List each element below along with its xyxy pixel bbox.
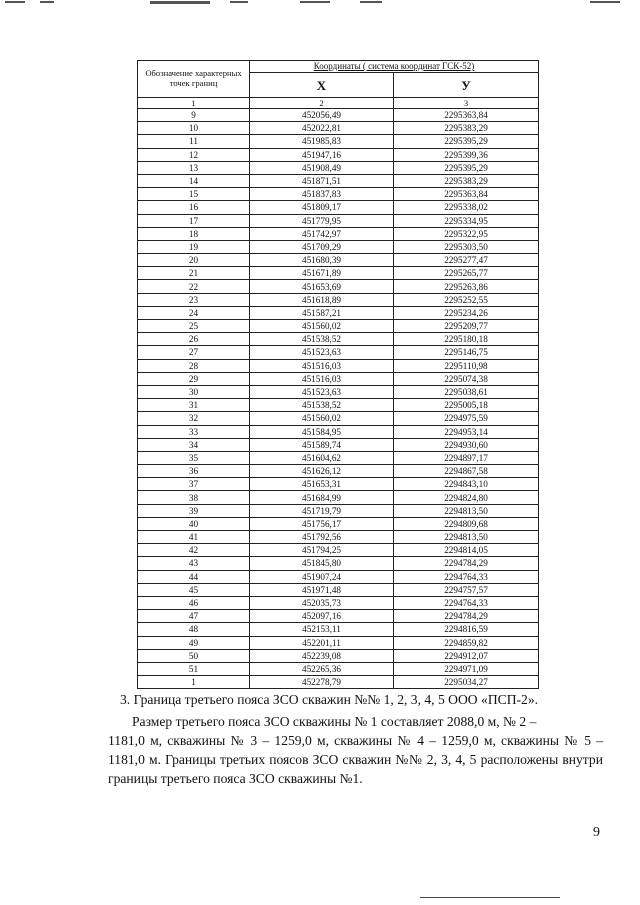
point-cell: 25 xyxy=(138,320,250,333)
point-cell: 40 xyxy=(138,517,250,530)
y-cell: 2294971,09 xyxy=(394,662,539,675)
point-cell: 20 xyxy=(138,254,250,267)
y-cell: 2295234,26 xyxy=(394,306,539,319)
point-cell: 50 xyxy=(138,649,250,662)
y-cell: 2295338,02 xyxy=(394,201,539,214)
point-cell: 32 xyxy=(138,412,250,425)
scan-artifact-top xyxy=(0,0,640,8)
y-cell: 2294975,59 xyxy=(394,412,539,425)
paragraph-first-line: Размер третьего пояса ЗСО скважины № 1 составляет 2088,0 м, № 2 – xyxy=(132,714,537,729)
table-row xyxy=(138,636,539,649)
point-cell: 28 xyxy=(138,359,250,372)
y-cell: 2295303,50 xyxy=(394,240,539,253)
x-cell: 451792,56 xyxy=(250,531,394,544)
x-cell: 451538,52 xyxy=(250,399,394,412)
x-cell: 451947,16 xyxy=(250,148,394,161)
x-cell: 452056,49 xyxy=(250,109,394,122)
y-cell: 2294824,80 xyxy=(394,491,539,504)
point-cell: 14 xyxy=(138,174,250,187)
table-row xyxy=(138,372,539,385)
table-row xyxy=(138,267,539,280)
y-cell: 2295074,38 xyxy=(394,372,539,385)
x-cell: 451653,69 xyxy=(250,280,394,293)
x-cell: 451516,03 xyxy=(250,359,394,372)
x-cell: 452278,79 xyxy=(250,676,394,689)
point-cell: 13 xyxy=(138,161,250,174)
point-cell: 12 xyxy=(138,148,250,161)
y-cell: 2295038,61 xyxy=(394,385,539,398)
table-row xyxy=(138,346,539,359)
table-row xyxy=(138,254,539,267)
point-cell: 22 xyxy=(138,280,250,293)
footer-line xyxy=(420,897,560,898)
table-row xyxy=(138,451,539,464)
y-cell: 2295252,55 xyxy=(394,293,539,306)
point-cell: 45 xyxy=(138,583,250,596)
y-cell: 2295263,86 xyxy=(394,280,539,293)
table-row xyxy=(138,676,539,689)
point-cell: 23 xyxy=(138,293,250,306)
x-cell: 451523,63 xyxy=(250,346,394,359)
x-cell: 451584,95 xyxy=(250,425,394,438)
table-row xyxy=(138,425,539,438)
point-cell: 1 xyxy=(138,676,250,689)
body-paragraph xyxy=(108,712,603,788)
point-cell: 27 xyxy=(138,346,250,359)
point-cell: 30 xyxy=(138,385,250,398)
point-cell: 29 xyxy=(138,372,250,385)
point-cell: 46 xyxy=(138,596,250,609)
x-cell: 451523,63 xyxy=(250,385,394,398)
table-row xyxy=(138,333,539,346)
point-cell: 19 xyxy=(138,240,250,253)
x-cell: 451985,83 xyxy=(250,135,394,148)
y-cell: 2295363,84 xyxy=(394,109,539,122)
x-cell: 451907,24 xyxy=(250,570,394,583)
table-row xyxy=(138,148,539,161)
table-row xyxy=(138,491,539,504)
point-cell: 21 xyxy=(138,267,250,280)
point-cell: 33 xyxy=(138,425,250,438)
table-row xyxy=(138,623,539,636)
column-number-3: 3 xyxy=(394,98,539,109)
column-number-2: 2 xyxy=(250,98,394,109)
header-points: Обозначение характерных точек границ xyxy=(138,61,250,98)
point-cell: 10 xyxy=(138,122,250,135)
y-cell: 2295399,36 xyxy=(394,148,539,161)
y-cell: 2294912,07 xyxy=(394,649,539,662)
x-cell: 451845,80 xyxy=(250,557,394,570)
point-cell: 42 xyxy=(138,544,250,557)
point-cell: 51 xyxy=(138,662,250,675)
table-row xyxy=(138,531,539,544)
y-cell: 2295110,98 xyxy=(394,359,539,372)
header-y: У xyxy=(394,73,539,98)
table-row xyxy=(138,412,539,425)
y-cell: 2294814,05 xyxy=(394,544,539,557)
y-cell: 2294953,14 xyxy=(394,425,539,438)
y-cell: 2295180,18 xyxy=(394,333,539,346)
table-row xyxy=(138,161,539,174)
x-cell: 451516,03 xyxy=(250,372,394,385)
point-cell: 47 xyxy=(138,610,250,623)
y-cell: 2294897,17 xyxy=(394,451,539,464)
point-cell: 18 xyxy=(138,227,250,240)
table-row xyxy=(138,465,539,478)
table-row xyxy=(138,504,539,517)
table-row xyxy=(138,583,539,596)
y-cell: 2294764,33 xyxy=(394,570,539,583)
point-cell: 37 xyxy=(138,478,250,491)
table-row xyxy=(138,544,539,557)
y-cell: 2295005,18 xyxy=(394,399,539,412)
x-cell: 451684,99 xyxy=(250,491,394,504)
table-row xyxy=(138,662,539,675)
y-cell: 2295363,84 xyxy=(394,188,539,201)
x-cell: 451626,12 xyxy=(250,465,394,478)
point-cell: 9 xyxy=(138,109,250,122)
point-cell: 41 xyxy=(138,531,250,544)
table-row xyxy=(138,399,539,412)
x-cell: 452201,11 xyxy=(250,636,394,649)
section-heading: 3. Граница третьего пояса ЗСО скважин №№ 1, 2, 3, 4, 5 ООО «ПСП-2». xyxy=(120,692,539,707)
point-cell: 49 xyxy=(138,636,250,649)
table-row xyxy=(138,557,539,570)
x-cell: 452239,08 xyxy=(250,649,394,662)
x-cell: 451779,95 xyxy=(250,214,394,227)
table-row xyxy=(138,320,539,333)
point-cell: 15 xyxy=(138,188,250,201)
column-number-1: 1 xyxy=(138,98,250,109)
point-cell: 31 xyxy=(138,399,250,412)
x-cell: 451680,39 xyxy=(250,254,394,267)
y-cell: 2295034,27 xyxy=(394,676,539,689)
y-cell: 2294784,29 xyxy=(394,557,539,570)
paragraph-rest: 1181,0 м, скважины № 3 – 1259,0 м, скважины № 4 – 1259,0 м, скважины № 5 – 1181,0 м. Границы третьих поясов ЗСО скважин №№ 2, 3, 4, 5 расположены внутри границы третьего пояса ЗСО скважины №1. xyxy=(108,733,603,786)
x-cell: 451618,89 xyxy=(250,293,394,306)
point-cell: 11 xyxy=(138,135,250,148)
x-cell: 451971,48 xyxy=(250,583,394,596)
table-row xyxy=(138,610,539,623)
table-row xyxy=(138,517,539,530)
table-row xyxy=(138,240,539,253)
table-row xyxy=(138,188,539,201)
table-row xyxy=(138,214,539,227)
header-x: X xyxy=(250,73,394,98)
table-row xyxy=(138,174,539,187)
table-row xyxy=(138,227,539,240)
y-cell: 2295395,29 xyxy=(394,161,539,174)
point-cell: 17 xyxy=(138,214,250,227)
y-cell: 2294764,33 xyxy=(394,596,539,609)
y-cell: 2295322,95 xyxy=(394,227,539,240)
x-cell: 451538,52 xyxy=(250,333,394,346)
y-cell: 2294813,50 xyxy=(394,504,539,517)
y-cell: 2294930,60 xyxy=(394,438,539,451)
point-cell: 48 xyxy=(138,623,250,636)
point-cell: 38 xyxy=(138,491,250,504)
y-cell: 2295395,29 xyxy=(394,135,539,148)
x-cell: 452022,81 xyxy=(250,122,394,135)
y-cell: 2294813,50 xyxy=(394,531,539,544)
y-cell: 2295383,29 xyxy=(394,122,539,135)
point-cell: 16 xyxy=(138,201,250,214)
table-row xyxy=(138,596,539,609)
x-cell: 451837,83 xyxy=(250,188,394,201)
x-cell: 451719,79 xyxy=(250,504,394,517)
table-body xyxy=(138,109,539,689)
y-cell: 2295209,77 xyxy=(394,320,539,333)
table-row xyxy=(138,385,539,398)
y-cell: 2294859,82 xyxy=(394,636,539,649)
point-cell: 35 xyxy=(138,451,250,464)
y-cell: 2294784,29 xyxy=(394,610,539,623)
table-row xyxy=(138,201,539,214)
y-cell: 2294867,58 xyxy=(394,465,539,478)
y-cell: 2295146,75 xyxy=(394,346,539,359)
x-cell: 451794,25 xyxy=(250,544,394,557)
y-cell: 2294809,68 xyxy=(394,517,539,530)
header-coordinates: Координаты ( система координат ГСК-52) xyxy=(250,61,539,73)
table-row xyxy=(138,306,539,319)
y-cell: 2295334,95 xyxy=(394,214,539,227)
y-cell: 2295265,77 xyxy=(394,267,539,280)
point-cell: 36 xyxy=(138,465,250,478)
x-cell: 451809,17 xyxy=(250,201,394,214)
table-row xyxy=(138,280,539,293)
point-cell: 43 xyxy=(138,557,250,570)
point-cell: 26 xyxy=(138,333,250,346)
x-cell: 451871,51 xyxy=(250,174,394,187)
table-row xyxy=(138,135,539,148)
point-cell: 24 xyxy=(138,306,250,319)
table-row xyxy=(138,122,539,135)
x-cell: 451908,49 xyxy=(250,161,394,174)
table-row xyxy=(138,478,539,491)
x-cell: 451671,89 xyxy=(250,267,394,280)
table-row xyxy=(138,359,539,372)
y-cell: 2295277,47 xyxy=(394,254,539,267)
y-cell: 2294816,59 xyxy=(394,623,539,636)
x-cell: 451709,29 xyxy=(250,240,394,253)
page-number: 9 xyxy=(593,825,600,840)
x-cell: 451756,17 xyxy=(250,517,394,530)
x-cell: 451742,97 xyxy=(250,227,394,240)
point-cell: 39 xyxy=(138,504,250,517)
x-cell: 451560,02 xyxy=(250,412,394,425)
table-row xyxy=(138,293,539,306)
x-cell: 451604,62 xyxy=(250,451,394,464)
y-cell: 2294843,10 xyxy=(394,478,539,491)
x-cell: 452153,11 xyxy=(250,623,394,636)
table-row xyxy=(138,649,539,662)
x-cell: 451653,31 xyxy=(250,478,394,491)
x-cell: 451560,02 xyxy=(250,320,394,333)
x-cell: 452265,36 xyxy=(250,662,394,675)
point-cell: 44 xyxy=(138,570,250,583)
x-cell: 451589,74 xyxy=(250,438,394,451)
coordinates-table xyxy=(137,60,539,689)
x-cell: 451587,21 xyxy=(250,306,394,319)
y-cell: 2295383,29 xyxy=(394,174,539,187)
table-row xyxy=(138,438,539,451)
x-cell: 452035,73 xyxy=(250,596,394,609)
y-cell: 2294757,57 xyxy=(394,583,539,596)
point-cell: 34 xyxy=(138,438,250,451)
table-row xyxy=(138,570,539,583)
x-cell: 452097,16 xyxy=(250,610,394,623)
table-row xyxy=(138,109,539,122)
